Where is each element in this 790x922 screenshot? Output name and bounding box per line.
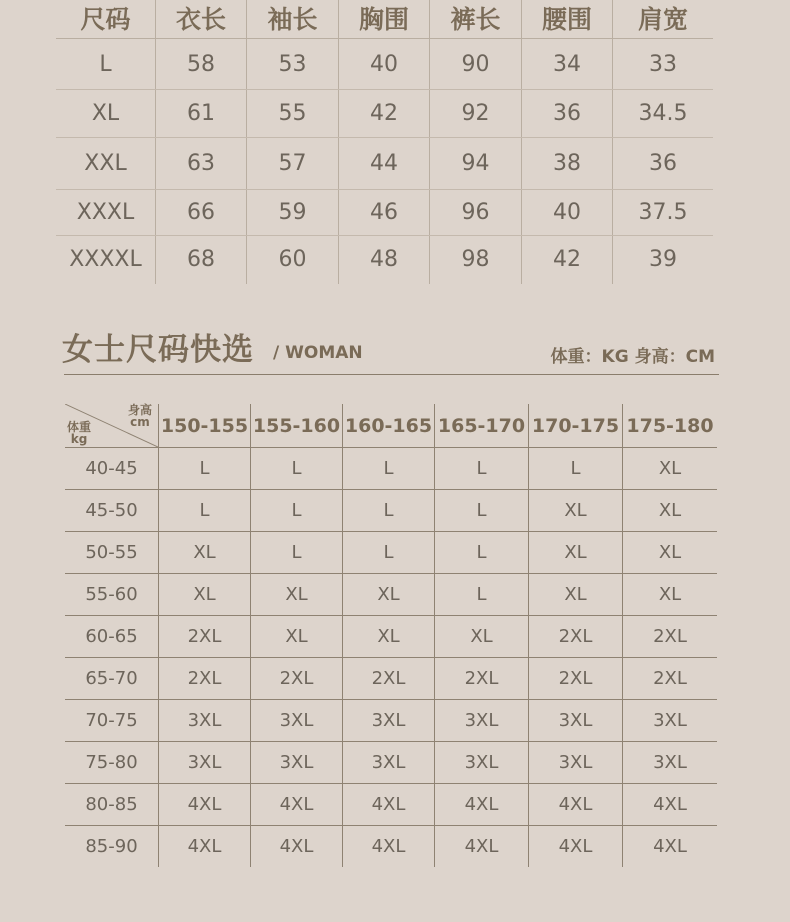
recommended-size-cell: L	[159, 448, 251, 490]
recommended-size-cell: 3XL	[251, 742, 343, 784]
weight-range-cell: 75-80	[65, 742, 159, 784]
quick-table-row	[65, 784, 717, 826]
header-waist: 腰围	[522, 0, 613, 39]
size-measurement-table	[56, 0, 713, 284]
recommended-size-cell: L	[343, 532, 435, 574]
recommended-size-cell: 2XL	[435, 658, 529, 700]
measurement-cell: 57	[247, 138, 339, 190]
quick-table-header-row	[65, 404, 717, 448]
recommended-size-cell: XL	[623, 490, 718, 532]
size-table-row	[56, 39, 713, 90]
recommended-size-cell: XL	[435, 616, 529, 658]
quick-table-row	[65, 616, 717, 658]
recommended-size-cell: 3XL	[159, 742, 251, 784]
quick-table-row	[65, 700, 717, 742]
recommended-size-cell: 3XL	[529, 742, 623, 784]
recommended-size-cell: 3XL	[435, 742, 529, 784]
measurement-cell: 34.5	[613, 90, 714, 138]
recommended-size-cell: XL	[623, 448, 718, 490]
recommended-size-cell: L	[251, 448, 343, 490]
measurement-cell: 60	[247, 236, 339, 284]
weight-range-cell: 65-70	[65, 658, 159, 700]
recommended-size-cell: XL	[159, 532, 251, 574]
measurement-cell: 61	[156, 90, 247, 138]
height-label: 身高	[127, 403, 152, 417]
weight-range-cell: 45-50	[65, 490, 159, 532]
weight-range-cell: 55-60	[65, 574, 159, 616]
recommended-size-cell: 3XL	[251, 700, 343, 742]
recommended-size-cell: 3XL	[529, 700, 623, 742]
weight-range-cell: 50-55	[65, 532, 159, 574]
recommended-size-cell: 4XL	[623, 784, 718, 826]
measurement-cell: 94	[430, 138, 522, 190]
size-table-row	[56, 138, 713, 190]
recommended-size-cell: 4XL	[159, 826, 251, 868]
recommended-size-cell: XL	[529, 490, 623, 532]
recommended-size-cell: XL	[343, 616, 435, 658]
quick-table-row	[65, 574, 717, 616]
quick-table-row	[65, 742, 717, 784]
recommended-size-cell: L	[529, 448, 623, 490]
measurement-cell: 42	[522, 236, 613, 284]
size-label-cell: L	[56, 39, 156, 90]
header-shoulder: 肩宽	[613, 0, 714, 39]
height-header: 160-165	[343, 404, 435, 448]
section-subtitle: / WOMAN	[273, 343, 363, 363]
recommended-size-cell: 3XL	[343, 700, 435, 742]
header-sleeve: 袖长	[247, 0, 339, 39]
recommended-size-cell: 3XL	[623, 700, 718, 742]
recommended-size-cell: 2XL	[529, 616, 623, 658]
recommended-size-cell: 4XL	[159, 784, 251, 826]
measurement-cell: 44	[339, 138, 430, 190]
recommended-size-cell: 3XL	[159, 700, 251, 742]
measurement-cell: 48	[339, 236, 430, 284]
measurement-cell: 34	[522, 39, 613, 90]
quick-table-row	[65, 826, 717, 868]
weight-range-cell: 80-85	[65, 784, 159, 826]
size-label-cell: XXXL	[56, 190, 156, 236]
recommended-size-cell: 2XL	[623, 616, 718, 658]
section-units: 体重：KG 身高：CM	[550, 347, 715, 367]
size-table-row	[56, 236, 713, 284]
recommended-size-cell: L	[435, 532, 529, 574]
recommended-size-cell: 2XL	[529, 658, 623, 700]
recommended-size-cell: 2XL	[251, 658, 343, 700]
measurement-cell: 36	[522, 90, 613, 138]
measurement-cell: 39	[613, 236, 714, 284]
recommended-size-cell: 2XL	[159, 616, 251, 658]
measurement-cell: 46	[339, 190, 430, 236]
recommended-size-cell: 3XL	[623, 742, 718, 784]
measurement-cell: 68	[156, 236, 247, 284]
measurement-cell: 90	[430, 39, 522, 90]
corner-cell	[65, 404, 159, 448]
recommended-size-cell: XL	[159, 574, 251, 616]
height-header: 165-170	[435, 404, 529, 448]
recommended-size-cell: L	[435, 574, 529, 616]
weight-range-cell: 40-45	[65, 448, 159, 490]
recommended-size-cell: L	[435, 490, 529, 532]
recommended-size-cell: XL	[343, 574, 435, 616]
recommended-size-cell: 4XL	[623, 826, 718, 868]
weight-unit: kg	[70, 432, 88, 446]
section-title: 女士尺码快选	[62, 332, 254, 368]
measurement-cell: 92	[430, 90, 522, 138]
measurement-cell: 36	[613, 138, 714, 190]
recommended-size-cell: 4XL	[343, 784, 435, 826]
recommended-size-cell: 4XL	[435, 784, 529, 826]
measurement-cell: 42	[339, 90, 430, 138]
recommended-size-cell: 2XL	[623, 658, 718, 700]
height-header: 155-160	[251, 404, 343, 448]
quick-table-row	[65, 490, 717, 532]
weight-label: 体重	[67, 420, 92, 434]
header-pants-length: 裤长	[430, 0, 522, 39]
height-header: 150-155	[159, 404, 251, 448]
weight-range-cell: 60-65	[65, 616, 159, 658]
measurement-cell: 98	[430, 236, 522, 284]
measurement-cell: 66	[156, 190, 247, 236]
measurement-cell: 40	[522, 190, 613, 236]
measurement-cell: 58	[156, 39, 247, 90]
recommended-size-cell: 2XL	[343, 658, 435, 700]
measurement-cell: 59	[247, 190, 339, 236]
measurement-cell: 55	[247, 90, 339, 138]
recommended-size-cell: L	[435, 448, 529, 490]
corner-height-label	[128, 404, 152, 428]
recommended-size-cell: L	[251, 490, 343, 532]
recommended-size-cell: 4XL	[529, 784, 623, 826]
weight-range-cell: 85-90	[85, 836, 138, 857]
size-label-cell: XXXXL	[69, 247, 142, 273]
quick-size-table	[65, 404, 717, 867]
recommended-size-cell: XL	[623, 532, 718, 574]
recommended-size-cell: 4XL	[343, 826, 435, 868]
measurement-cell: 38	[522, 138, 613, 190]
section-divider	[64, 374, 719, 375]
header-chest: 胸围	[339, 0, 430, 39]
size-table-row	[56, 190, 713, 236]
weight-range-cell: 70-75	[65, 700, 159, 742]
measurement-cell: 40	[339, 39, 430, 90]
recommended-size-cell: 4XL	[435, 826, 529, 868]
recommended-size-cell: L	[343, 448, 435, 490]
size-table-row	[56, 90, 713, 138]
quick-table-row	[65, 658, 717, 700]
recommended-size-cell: XL	[251, 574, 343, 616]
height-unit: cm	[130, 415, 150, 429]
recommended-size-cell: L	[251, 532, 343, 574]
recommended-size-cell: 2XL	[159, 658, 251, 700]
recommended-size-cell: 3XL	[435, 700, 529, 742]
measurement-cell: 96	[430, 190, 522, 236]
measurement-cell: 37.5	[613, 190, 714, 236]
recommended-size-cell: 3XL	[343, 742, 435, 784]
size-label-cell: XXL	[56, 138, 156, 190]
recommended-size-cell: XL	[529, 574, 623, 616]
corner-weight-label	[67, 421, 91, 445]
quick-table-row	[65, 532, 717, 574]
header-size: 尺码	[56, 0, 156, 39]
measurement-cell: 33	[613, 39, 714, 90]
recommended-size-cell: XL	[251, 616, 343, 658]
size-label-cell: XL	[56, 90, 156, 138]
size-table-header-row	[56, 0, 713, 39]
recommended-size-cell: 4XL	[251, 826, 343, 868]
quick-table-row	[65, 448, 717, 490]
measurement-cell: 53	[247, 39, 339, 90]
measurement-cell: 63	[156, 138, 247, 190]
recommended-size-cell: L	[159, 490, 251, 532]
recommended-size-cell: XL	[623, 574, 718, 616]
recommended-size-cell: 4XL	[529, 826, 623, 868]
height-header: 170-175	[529, 404, 623, 448]
header-length: 衣长	[156, 0, 247, 39]
recommended-size-cell: 4XL	[251, 784, 343, 826]
recommended-size-cell: XL	[529, 532, 623, 574]
recommended-size-cell: L	[343, 490, 435, 532]
height-header: 175-180	[623, 404, 718, 448]
